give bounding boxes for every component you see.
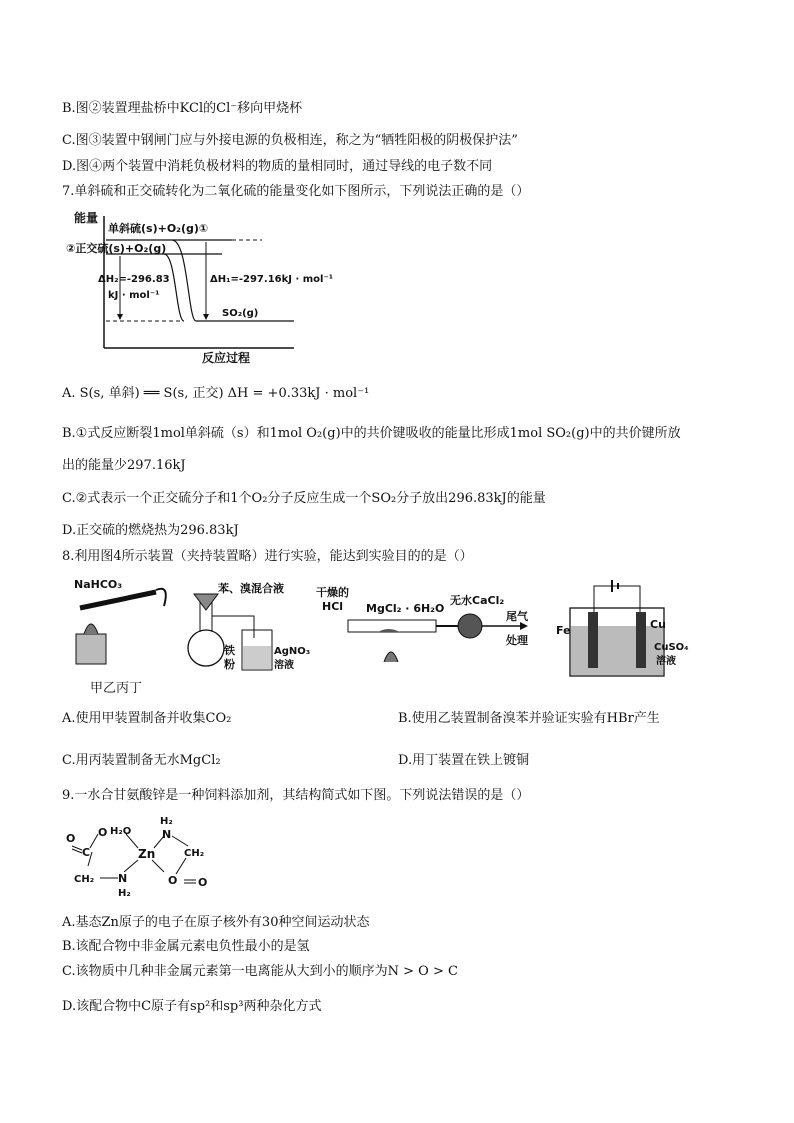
q8-agno3-label-2: 溶液: [274, 660, 294, 671]
q8-option-d: D.用丁装置在铁上镀铜: [398, 753, 530, 768]
q9-water-label: H₂O: [110, 826, 132, 837]
q7-x-axis-label: 反应过程: [202, 351, 251, 365]
q8-agno3-label-1: AgNO₃: [274, 646, 311, 657]
q8-apparatus-labels: 甲乙丙丁: [90, 681, 143, 696]
q9-option-a: A.基态Zn原子的电子在原子核外有30种空间运动状态: [62, 915, 370, 930]
q8-mgcl2-label: MgCl₂ · 6H₂O: [366, 602, 445, 615]
q9-option-b: B.该配合物中非金属元素电负性最小的是氢: [62, 939, 310, 954]
q9-atom-c-1: C: [82, 846, 91, 859]
q7-product-label: SO₂(g): [222, 308, 259, 319]
q7-dh2-value: ΔH₂=-296.83: [98, 274, 170, 285]
q8-option-a: A.使用甲装置制备并收集CO₂: [62, 711, 232, 726]
q6-option-b: B.图②装置理盐桥中KCl的Cl⁻移向甲烧杯: [62, 101, 303, 116]
q9-ch2-left: CH₂: [74, 874, 95, 885]
q7-energy-diagram: [66, 206, 334, 366]
q9-structure-figure: [64, 812, 224, 900]
q9-zinc-center: Zn: [138, 847, 156, 861]
q7-option-a: A. S(s, 单斜) ══ S(s, 正交) ΔH = +0.33kJ · mol⁻¹: [62, 386, 370, 401]
q9-h2-top: H₂: [160, 816, 173, 827]
q7-option-b-line1: B.①式反应断裂1mol单斜硫（s）和1mol O₂(g)中的共价键吸收的能量比形成1mol SO₂(g)中的共价键所放: [62, 426, 681, 441]
q7-stem: 7.单斜硫和正交硫转化为二氧化硫的能量变化如下图所示，下列说法正确的是（）: [62, 184, 530, 199]
q9-atom-n-1: N: [162, 828, 172, 841]
q7-dh1-value: ΔH₁=-297.16kJ · mol⁻¹: [210, 274, 334, 285]
q9-atom-n-2: N: [118, 872, 128, 885]
q8-stem: 8.利用图4所示装置（夹持装置略）进行实验，能达到实验目的的是（）: [62, 549, 473, 564]
q8-option-c: C.用丙装置制备无水MgCl₂: [62, 753, 221, 768]
q8-apparatus-figure: [66, 572, 706, 700]
q8-cu-label: Cu: [650, 618, 666, 631]
q8-dry-hcl-label-2: HCl: [322, 600, 344, 613]
q9-atom-o-1: O: [98, 826, 108, 839]
q8-iron-label-2: 粉: [224, 658, 235, 671]
q6-option-d: D.图④两个装置中消耗负极材料的物质的量相同时，通过导线的电子数不同: [62, 159, 493, 174]
q9-ch2-right: CH₂: [184, 848, 205, 859]
q7-level-rhombic: ②正交硫(s)+O₂(g): [66, 242, 167, 255]
q9-h2-bottom: H₂: [118, 888, 131, 899]
q7-y-axis-label: 能量: [74, 211, 99, 225]
q7-dh2-unit: kJ · mol⁻¹: [108, 290, 160, 301]
q8-option-b: B.使用乙装置制备溴苯并验证实验有HBr产生: [398, 711, 660, 726]
q8-cacl2-label: 无水CaCl₂: [450, 594, 505, 607]
q8-fe-label: Fe: [556, 624, 571, 637]
q7-level-monoclinic: 单斜硫(s)+O₂(g)①: [108, 222, 209, 235]
q9-atom-o-carbonyl-2: O: [198, 876, 208, 889]
q7-option-c: C.②式表示一个正交硫分子和1个O₂分子反应生成一个SO₂分子放出296.83kJ的能量: [62, 491, 546, 506]
q7-option-b-line2: 出的能量少297.16kJ: [62, 458, 186, 473]
q6-option-c: C.图③装置中钢闸门应与外接电源的负极相连，称之为“牺牲阳极的阴极保护法”: [62, 133, 518, 148]
q8-cuso4-label-2: 溶液: [656, 656, 676, 667]
q8-tail-gas-label-2: 处理: [506, 634, 528, 647]
q8-dry-hcl-label-1: 干燥的: [316, 586, 349, 599]
q8-tail-gas-label-1: 尾气: [506, 610, 528, 623]
q9-atom-o-carbonyl-1: O: [66, 832, 76, 845]
q8-cuso4-label-1: CuSO₄: [654, 642, 689, 653]
q9-stem: 9.一水合甘氨酸锌是一种饲料添加剂，其结构简式如下图。下列说法错误的是（）: [62, 788, 530, 803]
q8-nahco3-label: NaHCO₃: [74, 578, 123, 591]
q7-option-d: D.正交硫的燃烧热为296.83kJ: [62, 523, 239, 538]
q9-atom-o-2: O: [168, 874, 178, 887]
q9-option-c: C.该物质中几种非金属元素第一电离能从大到小的顺序为N > O > C: [62, 964, 458, 979]
q8-benzene-label: 苯、溴混合液: [218, 582, 284, 595]
q9-option-d: D.该配合物中C原子有sp²和sp³两种杂化方式: [62, 999, 322, 1014]
q8-iron-label-1: 铁: [224, 644, 235, 657]
